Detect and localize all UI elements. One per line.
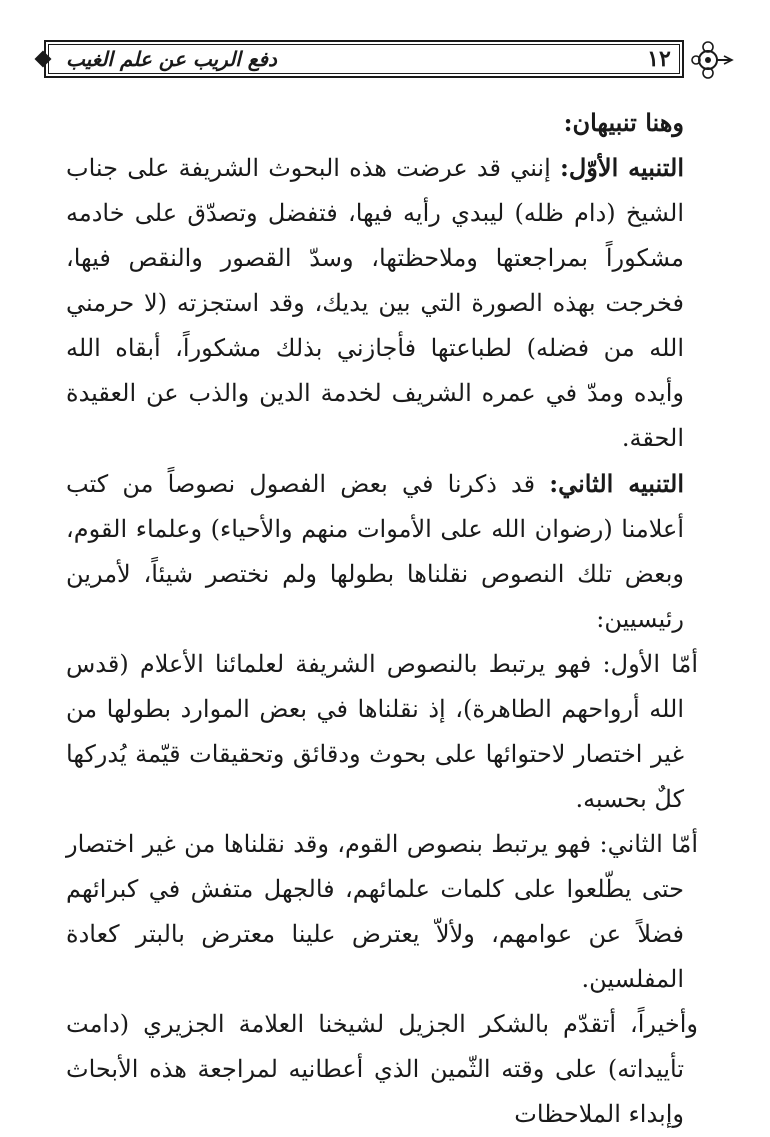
second-label: أمّا الثاني: [599,830,699,858]
page-number: ١٢ [647,46,671,72]
paragraph-note1 [66,145,684,461]
first-text: فهو يرتبط بالنصوص الشريفة لعلمائنا الأعلام (قدس الله أرواحهم الطاهرة)، إذ نقلناها في بعض الموارد بطولها من غير اختصار لاحتوائها على بحوث ودقائق وتحقيقات قيّمة يُدركها كلٌ بحسبه. [66,650,684,813]
first-label: أمّا الأول: [602,650,698,678]
finally-text: وأخيراً، أتقدّم بالشكر الجزيل لشيخنا العلامة الجزيري (دامت تأييداته) على وقته الثّمين الذي أعطانيه لمراجعة هذه الأبحاث وإبداء الملاحظات [66,1010,698,1128]
floral-ornament-icon [688,36,734,84]
note2-label: التنبيه الثاني: [549,469,685,498]
section-heading: وهنا تنبيهان: [563,108,684,137]
book-title: دفع الريب عن علم الغيب [66,47,277,71]
second-text: فهو يرتبط بنصوص القوم، وقد نقلناها من غير اختصار حتى يطّلعوا على كلمات علمائهم، فالجهل متفش في كبرائهم فضلاً عن عوامهم، ولألاّ يعترض علينا معترض بالبتر كعادة المفلسين. [66,830,684,993]
note2-text: قد ذكرنا في بعض الفصول نصوصاً من كتب أعلامنا (رضوان الله على الأموات منهم والأحياء) وعلماء القوم، وبعض تلك النصوص نقلناها بطولها ولم نختصر شيئاً، لأمرين رئيسيين: [66,470,684,633]
main-text [66,100,699,1137]
note1-label: التنبيه الأوّل: [560,153,684,182]
paragraph-second [66,822,699,1002]
paragraph-first [66,642,698,822]
paragraph-finally [66,1002,698,1137]
note1-text: إنني قد عرضت هذه البحوث الشريفة على جناب الشيخ (دام ظله) ليبدي رأيه فيها، فتفضل وتصدّق على خادمه مشكوراً بمراجعتها وملاحظتها، وسدّ القصور والنقص فيها، فخرجت بهذه الصورة التي بين يديك، وقد استجزته (لا حرمني الله من فضله) لطباعتها فأجازني بذلك مشكوراً، أبقاه الله وأيده ومدّ في عمره الشريف لخدمة الدين والذب عن العقيدة الحقة. [66,154,684,452]
page-header [0,0,770,100]
paragraph-note2 [66,461,684,642]
